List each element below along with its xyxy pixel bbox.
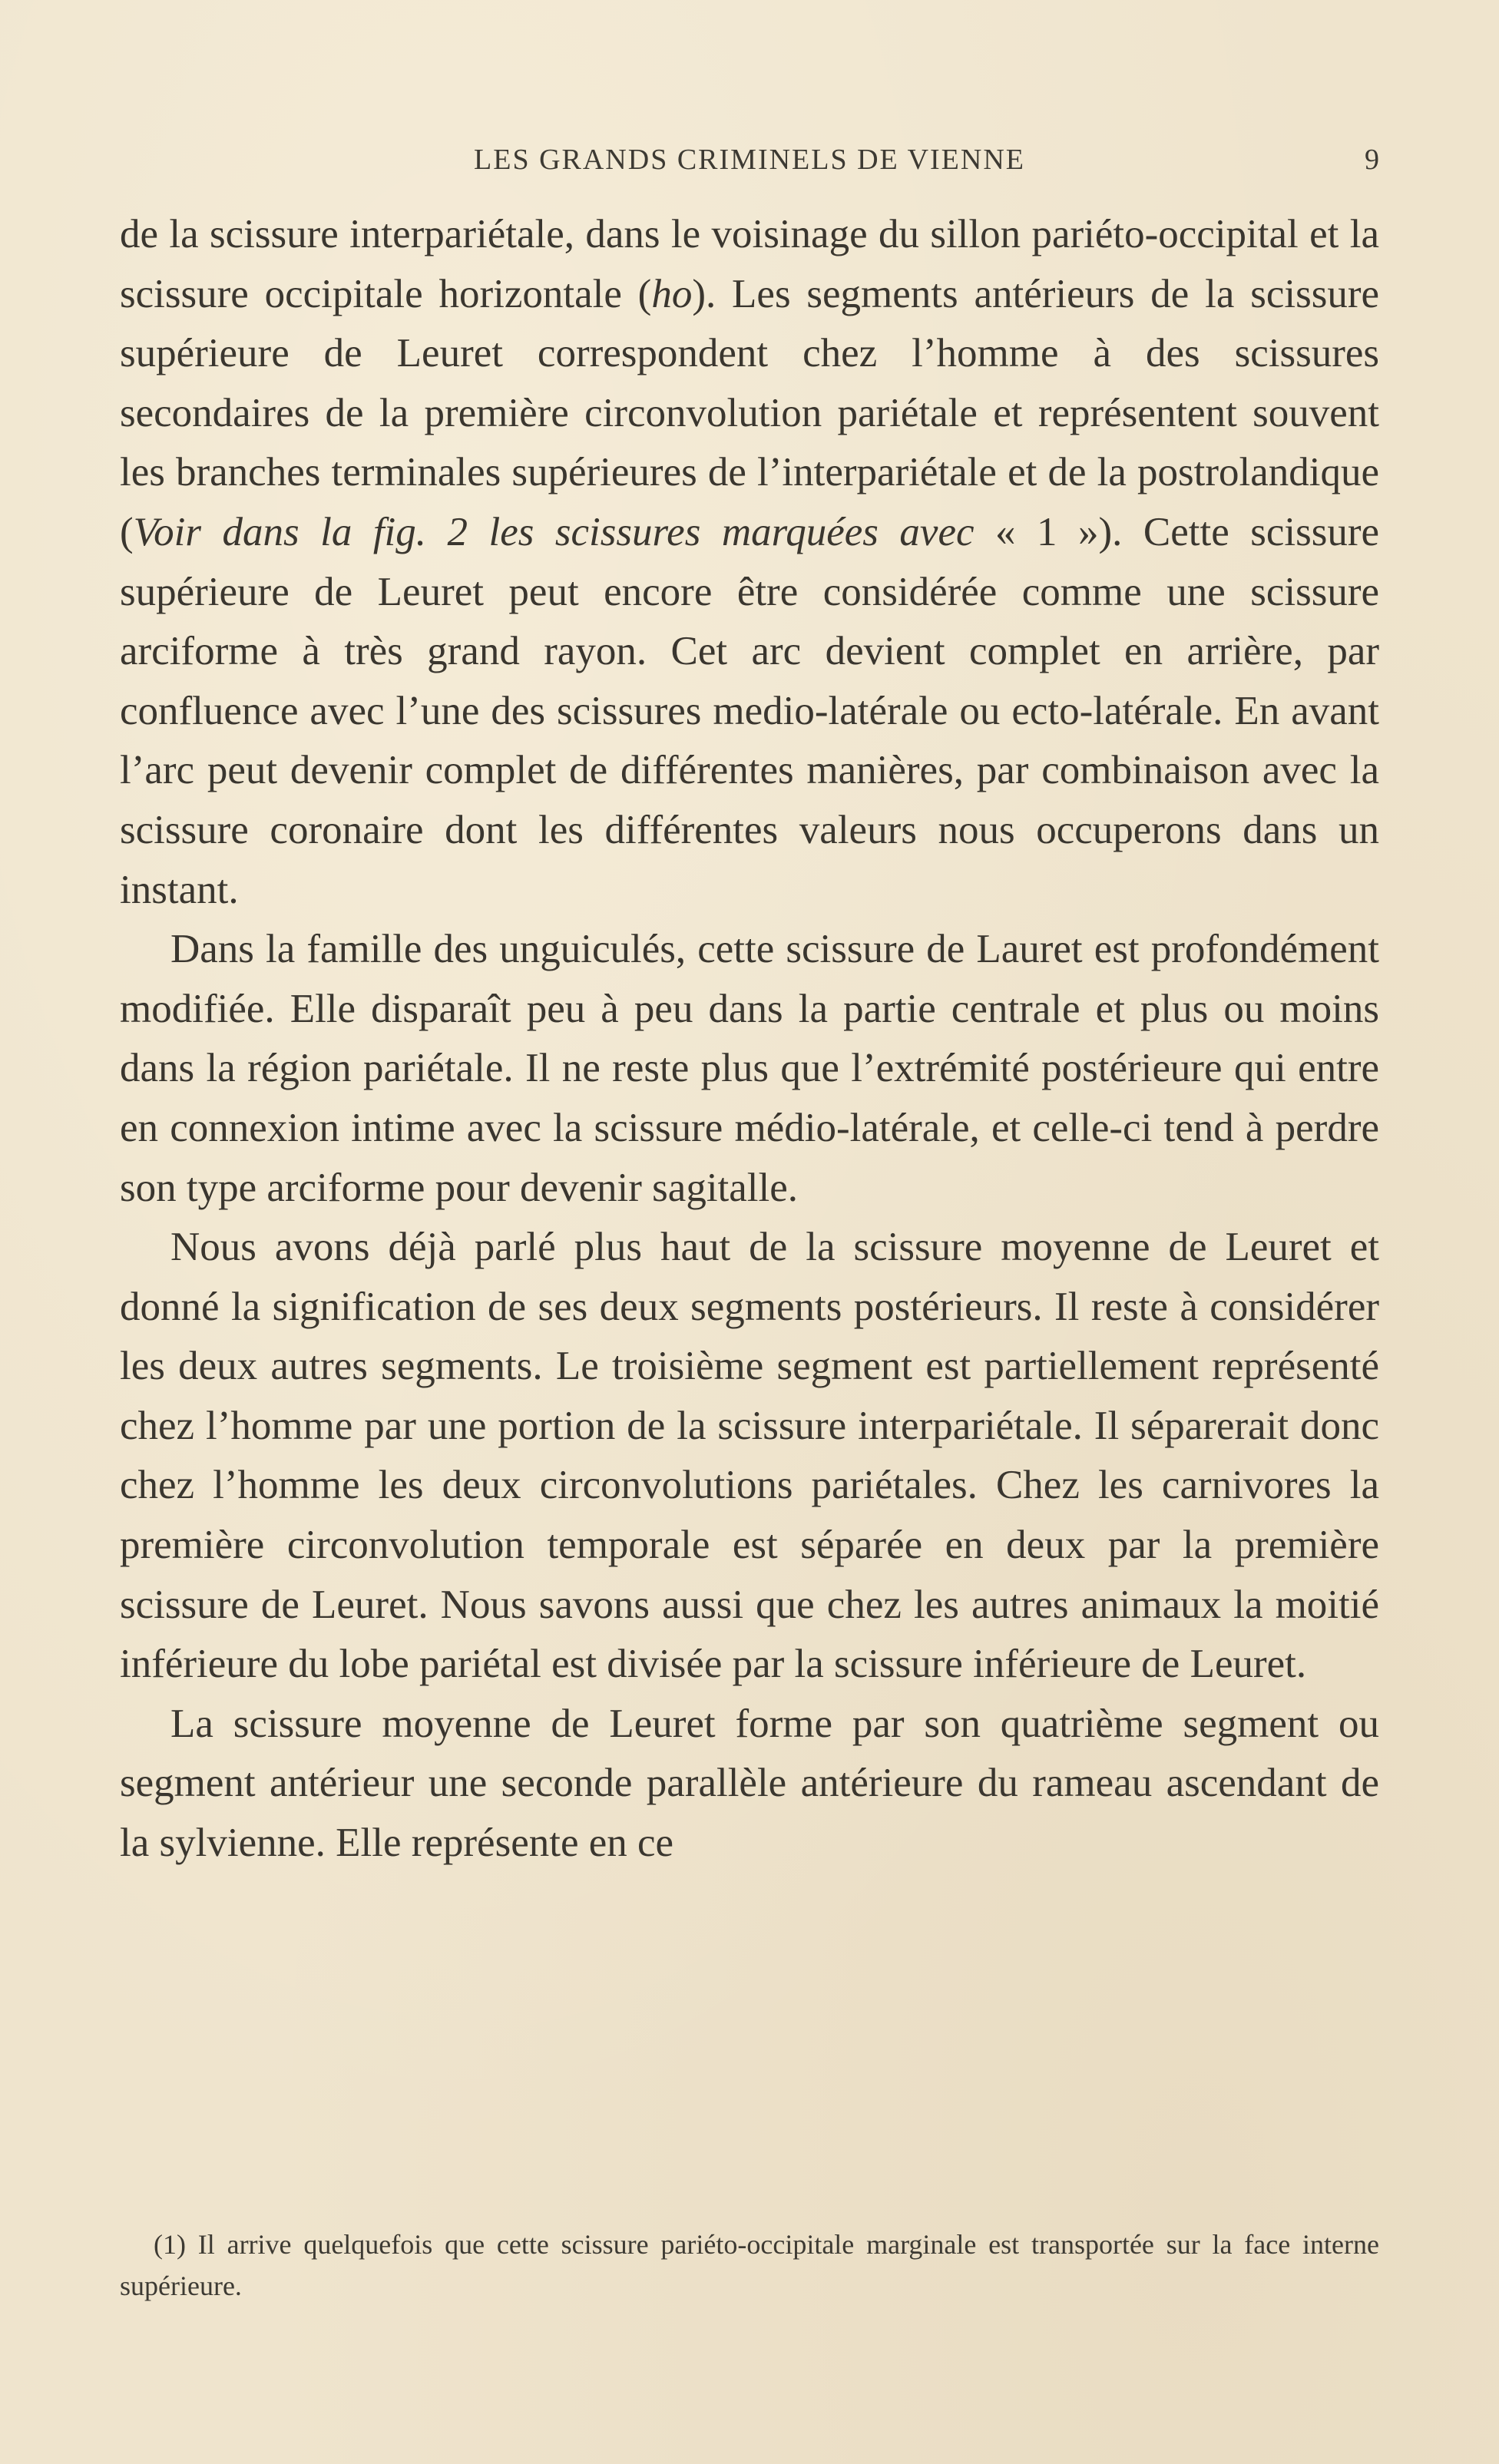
page-number: 9 — [1365, 144, 1379, 176]
paragraph — [120, 1695, 1379, 1874]
text-run: Nous avons déjà parlé plus haut de la scissure moyenne de Leuret et donné la signification de ses deux segments postérieurs. Il reste à considérer les deux autres segments. Le troisième segment est partiellement représenté chez l’homme par une portion de la scissure interpariétale. Il séparerait donc chez l’homme les deux circonvolutions pariétales. Chez les carnivores la première circonvolution temporale est séparée en deux par la première scissure de Leuret. Nous savons aussi que chez les autres animaux la moitié inférieure du lobe pariétal est divisée par la scissure inférieure de Leuret. — [120, 1225, 1379, 1687]
text-run: Dans la famille des unguiculés, cette scissure de Lauret est profondément modifiée. Elle disparaît peu à peu dans la partie centrale et plus ou moins dans la région pariétale. Il ne reste plus que l’extrémité postérieure qui entre en connexion intime avec la scissure médio-latérale, et celle-ci tend à perdre son type arciforme pour devenir sagitalle. — [120, 927, 1379, 1210]
text-run: « 1 »). Cette scissure supérieure de Leuret peut encore être considérée comme une scissure arciforme à très grand rayon. Cet arc devient complet en arrière, par confluence avec l’une des scissures medio-latérale ou ecto-latérale. En avant l’arc peut devenir complet de différentes manières, par combinaison avec la scissure coronaire dont les différentes valeurs nous occuperons dans un instant. — [120, 509, 1380, 912]
text-run: ). Les segments antérieurs de la scissure supérieure de Leuret correspondent chez l’homme à des scissures secondaires de la première circonvolution pariétale et représentent souvent les branches terminales supérieures de l’interpariétale et de la postrolandique ( — [120, 271, 1379, 554]
italic-text: ho — [651, 271, 693, 316]
footnote: (1) Il arrive quelquefois que cette scissure pariéto-occipitale marginale est transportée sur la face interne supérieure. — [120, 2229, 1379, 2301]
text-run: de la scissure interpariétale, dans le voisinage du sillon pariéto-occipital et la scissure occipitale horizontale ( — [120, 212, 1379, 316]
paragraph — [120, 205, 1379, 920]
running-title: LES GRANDS CRIMINELS DE VIENNE — [474, 144, 1025, 176]
paragraph — [120, 1218, 1379, 1695]
italic-text: Voir dans la fig. 2 les scissures marquées avec — [133, 509, 975, 554]
body-text — [120, 205, 1379, 1874]
running-header — [120, 143, 1379, 181]
paragraph — [120, 920, 1379, 1218]
text-run: La scissure moyenne de Leuret forme par son quatrième segment ou segment antérieur une seconde parallèle antérieure du rameau ascendant de la sylvienne. Elle représente en ce — [120, 1701, 1379, 1866]
footnotes — [120, 2224, 1379, 2307]
